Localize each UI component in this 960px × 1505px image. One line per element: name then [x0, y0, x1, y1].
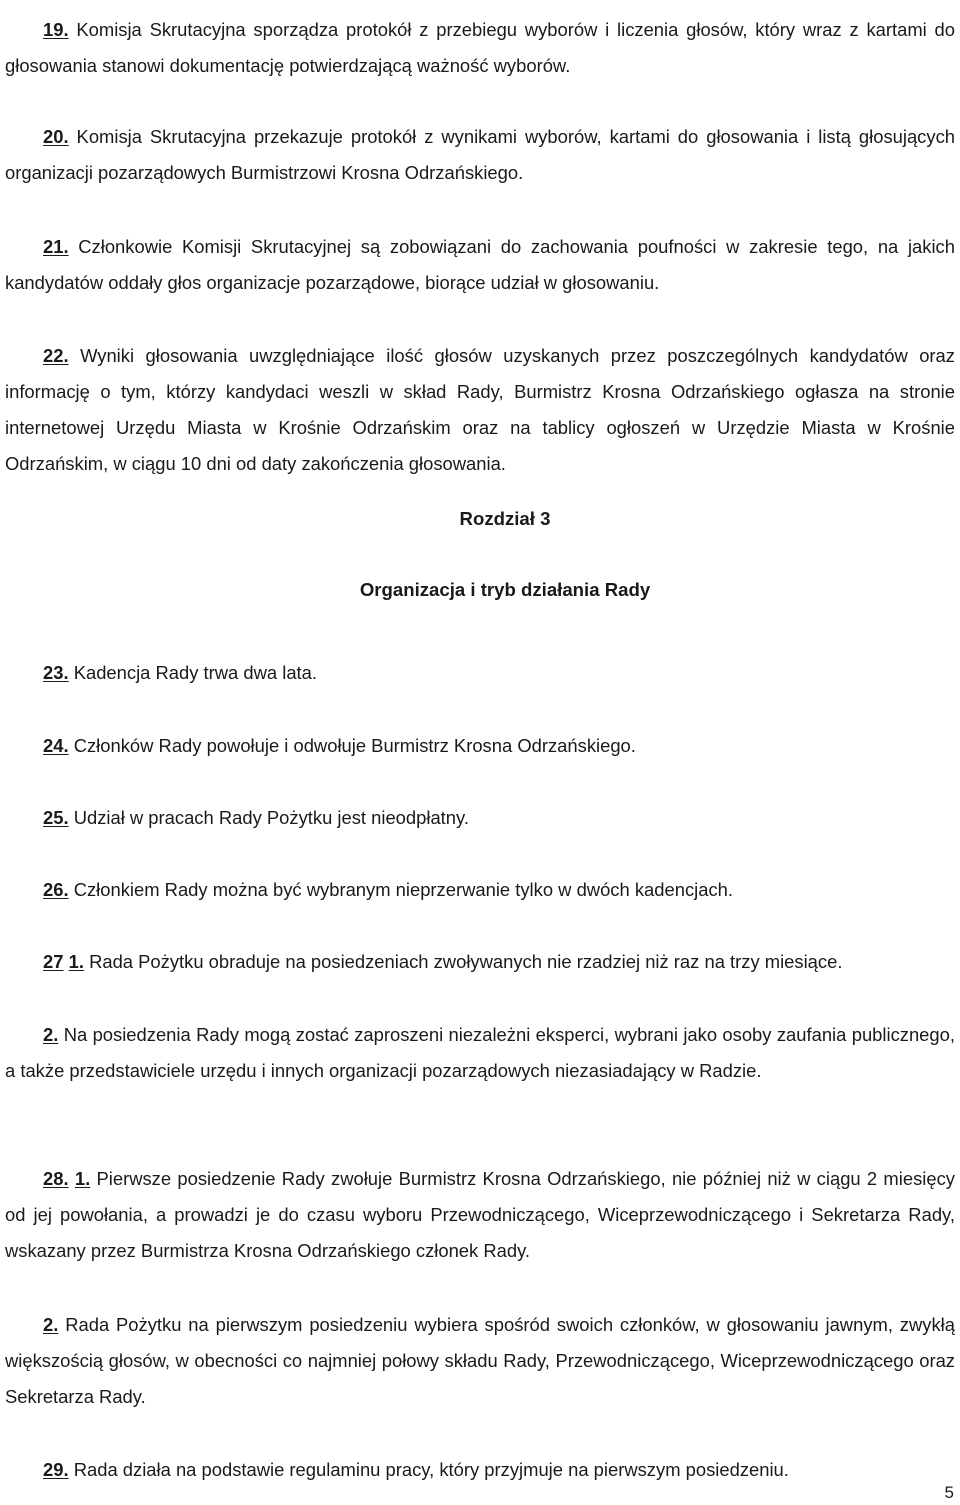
paragraph-20 — [5, 119, 955, 191]
subitem-number: 2. — [43, 1314, 59, 1336]
item-28-2 — [5, 1307, 955, 1415]
item-text: Kadencja Rady trwa dwa lata. — [73, 662, 318, 684]
item-number: 25. — [43, 807, 69, 829]
chapter-number: Rozdział 3 — [459, 508, 551, 529]
item-27-2 — [5, 1017, 955, 1089]
item-text: Członkiem Rady można być wybranym nieprzerwanie tylko w dwóch kadencjach. — [73, 879, 733, 901]
item-number: 23. — [43, 662, 69, 684]
item-number: 24. — [43, 735, 69, 757]
page-number: 5 — [944, 1483, 954, 1502]
paragraph-number: 19. — [43, 19, 69, 41]
subitem-number: 1. — [68, 951, 84, 973]
paragraph-number: 20. — [43, 126, 69, 148]
item-text: Udział w pracach Rady Pożytku jest nieodpłatny. — [73, 807, 469, 829]
paragraph-21 — [5, 229, 955, 301]
paragraph-number: 21. — [43, 236, 69, 258]
subitem-number: 1. — [74, 1168, 91, 1190]
subitem-number: 2. — [43, 1024, 59, 1046]
item-text: Członków Rady powołuje i odwołuje Burmistrz Krosna Odrzańskiego. — [73, 735, 636, 757]
paragraph-19 — [5, 12, 955, 84]
item-number: 27 — [43, 951, 64, 973]
item-text: Pierwsze posiedzenie Rady zwołuje Burmistrz Krosna Odrzańskiego, nie później niż w ciągu 2 miesięcy od jej powołania, a prowadzi je do czasu wyboru Przewodniczącego, Wiceprzewodniczącego i Sekretarza Rady, wskazany przez Burmistrza Krosna Odrzańskiego członek Rady. — [5, 1168, 955, 1262]
item-text: Rada Pożytku na pierwszym posiedzeniu wybiera spośród swoich członków, w głosowaniu jawnym, zwykłą większością głosów, w obecności co najmniej połowy składu Rady, Przewodniczącego, Wiceprzewodniczącego oraz Sekretarza Rady. — [5, 1314, 955, 1408]
item-23 — [5, 655, 955, 691]
chapter-title: Organizacja i tryb działania Rady — [359, 579, 651, 600]
item-28-1 — [5, 1161, 955, 1269]
paragraph-number: 22. — [43, 345, 69, 367]
paragraph-text: Wyniki głosowania uwzględniające ilość głosów uzyskanych przez poszczególnych kandydatów oraz informację o tym, którzy kandydaci weszli w skład Rady, Burmistrz Krosna Odrzańskiego ogłasza na stronie internetowej Urzędu Miasta w Krośnie Odrzańskim oraz na tablicy ogłoszeń w Urzędzie Miasta w Krośnie Odrzańskim, w ciągu 10 dni od daty zakończenia głosowania. — [5, 345, 955, 475]
item-number: 28. — [43, 1168, 69, 1190]
paragraph-text: Komisja Skrutacyjna przekazuje protokół z wynikami wyborów, kartami do głosowania i listą głosujących organizacji pozarządowych Burmistrzowi Krosna Odrzańskiego. — [5, 126, 955, 184]
item-29 — [5, 1452, 955, 1488]
item-text: Na posiedzenia Rady mogą zostać zaproszeni niezależni eksperci, wybrani jako osoby zaufania publicznego, a także przedstawiciele urzędu i innych organizacji pozarządowych niezasiadający w Radzie. — [5, 1024, 955, 1082]
item-25 — [5, 800, 955, 836]
paragraph-text: Komisja Skrutacyjna sporządza protokół z przebiegu wyborów i liczenia głosów, który wraz z kartami do głosowania stanowi dokumentację potwierdzającą ważność wyborów. — [5, 19, 955, 77]
item-26 — [5, 872, 955, 908]
item-number: 29. — [43, 1459, 69, 1481]
item-27-1 — [5, 944, 955, 980]
paragraph-text: Członkowie Komisji Skrutacyjnej są zobowiązani do zachowania poufności w zakresie tego, na jakich kandydatów oddały głos organizacje pozarządowe, biorące udział w głosowaniu. — [5, 236, 955, 294]
item-number: 26. — [43, 879, 69, 901]
item-text: Rada działa na podstawie regulaminu pracy, który przyjmuje na pierwszym posiedzeniu. — [73, 1459, 789, 1481]
paragraph-22 — [5, 338, 955, 482]
item-text: Rada Pożytku obraduje na posiedzeniach zwoływanych nie rzadziej niż raz na trzy miesiące. — [89, 951, 843, 973]
item-24 — [5, 728, 955, 764]
